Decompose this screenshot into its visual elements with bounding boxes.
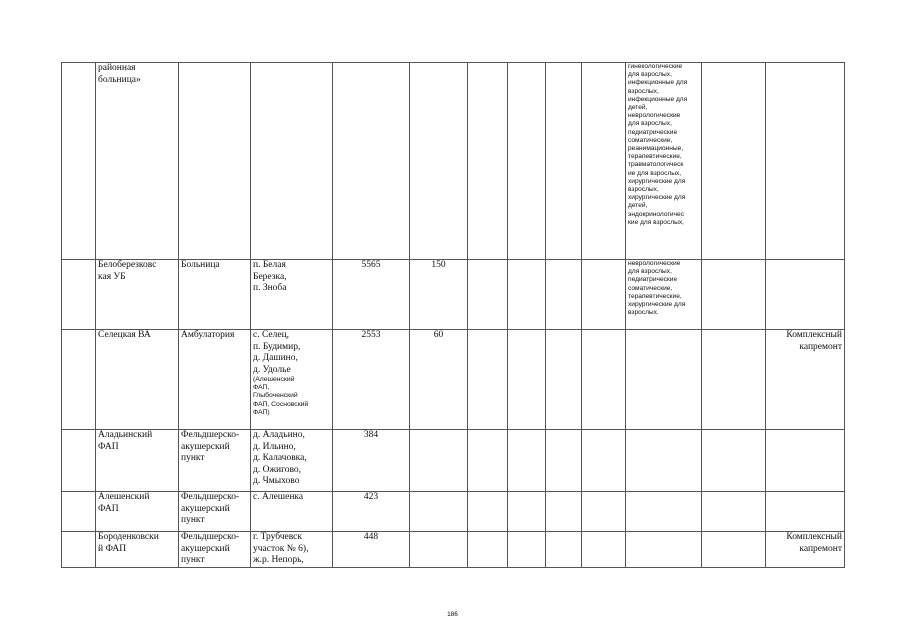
- cell-line: капремонт: [799, 543, 842, 554]
- cell-line: Амбулатория: [181, 330, 235, 340]
- cell-line: педиатрические: [628, 128, 678, 136]
- cell-line: больница»: [98, 74, 141, 85]
- table-cell: [702, 430, 766, 492]
- institution-name-cell: [96, 330, 179, 430]
- cell-line: ие для взрослых,: [628, 169, 682, 177]
- cell-line: взрослых,: [628, 186, 659, 194]
- table-cell: [546, 430, 582, 492]
- population-value: 448: [363, 532, 379, 542]
- capacity-value: 60: [433, 330, 444, 340]
- cell-line: д. Аладьино,: [253, 430, 305, 440]
- cell-line: Селецкая ВА: [98, 330, 151, 340]
- table-cell: [546, 260, 582, 330]
- cell-line: хирургические для: [628, 301, 686, 309]
- table-cell: [546, 532, 582, 568]
- cell-line: взрослых.: [628, 309, 659, 317]
- cell-line: Алешенский: [98, 492, 150, 502]
- capacity-value: 150: [431, 260, 446, 270]
- table-row: [62, 430, 845, 492]
- cell-line: инфекционные для: [628, 95, 688, 103]
- cell-line: ФАП, Сосновский: [253, 400, 309, 408]
- cell-line: педиатрические: [628, 276, 678, 284]
- cell-line: детей,: [628, 104, 648, 112]
- settlements-cell: [251, 260, 333, 330]
- table-cell: [468, 492, 508, 532]
- settlements-cell: [251, 330, 333, 430]
- cell-line: пункт: [181, 555, 205, 565]
- profiles-cell: [626, 330, 702, 430]
- remark-cell: [766, 492, 845, 532]
- cell-line: кие для взрослых,: [628, 218, 684, 226]
- table-cell: [62, 430, 96, 492]
- cell-line: хирургические для: [628, 177, 686, 185]
- population-cell: [333, 330, 410, 430]
- cell-line: районная: [98, 63, 136, 73]
- cell-line: акушерский: [181, 503, 230, 514]
- cell-line: Белоберезковс: [98, 260, 157, 270]
- profiles-cell: [626, 492, 702, 532]
- population-value: 5565: [361, 260, 381, 270]
- table-row: [62, 532, 845, 568]
- cell-line: п. Будимир,: [253, 341, 301, 352]
- institution-name-cell: [96, 532, 179, 568]
- cell-line: участок № 6),: [253, 543, 309, 554]
- cell-line: ФАП): [253, 408, 270, 416]
- table-cell: [582, 63, 626, 260]
- cell-line: ФАП: [98, 441, 119, 452]
- cell-line: для взрослых,: [628, 71, 672, 79]
- profiles-cell: [626, 430, 702, 492]
- remark-cell: [766, 430, 845, 492]
- table-cell: [582, 330, 626, 430]
- cell-line: Больница: [181, 260, 220, 270]
- table-cell: [582, 492, 626, 532]
- table-cell: [62, 492, 96, 532]
- table-cell: [702, 492, 766, 532]
- remark-cell: [766, 330, 845, 430]
- cell-line: д. Калачовка,: [253, 453, 307, 463]
- table-cell: [702, 63, 766, 260]
- cell-line: для взрослых,: [628, 268, 672, 276]
- facility-type-cell: [179, 430, 251, 492]
- cell-line: акушерский: [181, 543, 230, 554]
- cell-line: Березка,: [253, 271, 287, 282]
- population-cell: [333, 430, 410, 492]
- institution-name-cell: [96, 430, 179, 492]
- cell-line: соматические,: [628, 136, 673, 144]
- cell-line: эндокринологичес: [628, 210, 684, 218]
- cell-line: Бороденковски: [98, 532, 159, 542]
- population-cell: [333, 63, 410, 260]
- table-cell: [468, 330, 508, 430]
- facility-type-cell: [179, 63, 251, 260]
- cell-line: д. Ожигово,: [253, 464, 302, 475]
- remark-cell: [766, 260, 845, 330]
- cell-line: Фельдшерско-: [181, 532, 240, 542]
- cell-line: для взрослых,: [628, 120, 672, 128]
- cell-line: Глыбоченский: [253, 392, 298, 400]
- cell-line: терапевтические,: [628, 153, 682, 161]
- cell-line: кая УБ: [98, 271, 126, 282]
- cell-line: с. Селец,: [253, 330, 290, 340]
- cell-line: Фельдшерско-: [181, 430, 240, 440]
- cell-line: терапевтические,: [628, 292, 682, 300]
- capacity-cell: [410, 63, 468, 260]
- cell-line: ФАП: [98, 503, 119, 514]
- table-cell: [582, 430, 626, 492]
- page-number: 186: [447, 611, 458, 618]
- table-cell: [546, 492, 582, 532]
- cell-line: й ФАП: [98, 543, 127, 554]
- facility-type-cell: [179, 260, 251, 330]
- table-row: [62, 330, 845, 430]
- cell-line: капремонт: [799, 341, 842, 352]
- table-cell: [546, 330, 582, 430]
- table-cell: [508, 430, 546, 492]
- cell-line: (Алешенский: [253, 376, 295, 383]
- profiles-cell: [626, 260, 702, 330]
- table-cell: [508, 63, 546, 260]
- table-cell: [508, 532, 546, 568]
- cell-line: ж.р. Непорь,: [253, 555, 304, 565]
- settlements-cell: [251, 532, 333, 568]
- cell-line: п. Белая: [253, 260, 286, 270]
- cell-line: соматические,: [628, 284, 673, 292]
- cell-line: д. Удолье: [253, 364, 291, 375]
- cell-line: неврологические: [628, 112, 681, 120]
- capacity-cell: [410, 532, 468, 568]
- table-cell: [468, 63, 508, 260]
- population-value: 423: [363, 492, 379, 502]
- table-cell: [468, 430, 508, 492]
- table-cell: [582, 260, 626, 330]
- table-cell: [702, 260, 766, 330]
- table-row: [62, 492, 845, 532]
- table-cell: [62, 330, 96, 430]
- capacity-cell: [410, 260, 468, 330]
- cell-line: д. Чмыхово: [253, 476, 300, 486]
- facility-type-cell: [179, 532, 251, 568]
- table-cell: [62, 63, 96, 260]
- facility-type-cell: [179, 492, 251, 532]
- profiles-cell: [626, 532, 702, 568]
- settlements-cell: [251, 63, 333, 260]
- institution-name-cell: [96, 260, 179, 330]
- table-cell: [508, 330, 546, 430]
- profiles-cell: [626, 63, 702, 260]
- population-cell: [333, 492, 410, 532]
- table-cell: [508, 260, 546, 330]
- cell-line: с. Алешенка: [253, 492, 304, 502]
- institution-name-cell: [96, 492, 179, 532]
- cell-line: ФАП,: [253, 384, 270, 392]
- institution-name-cell: [96, 63, 179, 260]
- cell-line: детей,: [628, 202, 648, 210]
- table-cell: [582, 532, 626, 568]
- table-cell: [508, 492, 546, 532]
- table-cell: [702, 330, 766, 430]
- cell-line: Фельдшерско-: [181, 492, 240, 502]
- cell-line: д. Ильино,: [253, 441, 296, 452]
- cell-line: Комплексный: [786, 532, 842, 542]
- cell-line: реанимационные,: [628, 145, 684, 153]
- cell-line: травматологическ: [628, 161, 684, 169]
- settlements-cell: [251, 492, 333, 532]
- cell-line: неврологические: [628, 260, 681, 267]
- population-value: 384: [363, 430, 379, 440]
- population-value: 2553: [361, 330, 381, 340]
- table-row: [62, 260, 845, 330]
- cell-line: гинекологические: [628, 63, 683, 70]
- table-cell: [468, 532, 508, 568]
- cell-line: пункт: [181, 453, 205, 463]
- facility-type-cell: [179, 330, 251, 430]
- remark-cell: [766, 532, 845, 568]
- cell-line: д. Дашино,: [253, 353, 298, 363]
- table-cell: [702, 532, 766, 568]
- cell-line: взрослых,: [628, 87, 659, 95]
- table-cell: [62, 532, 96, 568]
- capacity-cell: [410, 430, 468, 492]
- table-cell: [468, 260, 508, 330]
- cell-line: п. Зноба: [253, 283, 287, 293]
- cell-line: акушерский: [181, 441, 230, 452]
- cell-line: Комплексный: [786, 330, 842, 340]
- capacity-cell: [410, 330, 468, 430]
- population-cell: [333, 260, 410, 330]
- facilities-table: [61, 62, 845, 568]
- table-cell: [546, 63, 582, 260]
- table-row: [62, 63, 845, 260]
- remark-cell: [766, 63, 845, 260]
- table-cell: [62, 260, 96, 330]
- cell-line: пункт: [181, 515, 205, 525]
- settlements-cell: [251, 430, 333, 492]
- cell-line: г. Трубчевск: [253, 532, 302, 542]
- cell-line: Аладьинский: [98, 430, 153, 440]
- capacity-cell: [410, 492, 468, 532]
- cell-line: хирургические для: [628, 194, 686, 202]
- cell-line: инфекционные для: [628, 79, 688, 87]
- population-cell: [333, 532, 410, 568]
